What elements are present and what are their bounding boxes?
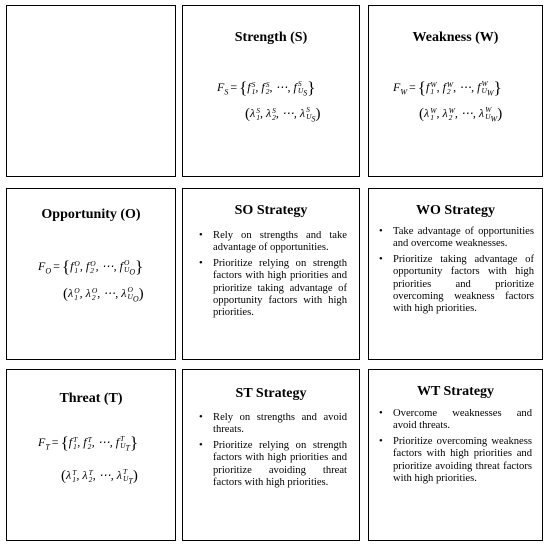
weakness-title: Weakness (W) bbox=[412, 30, 499, 45]
weakness-lambda-formula: (λ W 1 , λ W 2 , ⋯, λ W $U_W$ ) bbox=[419, 105, 503, 124]
list-item: • Rely on strengths and avoid threats. bbox=[197, 412, 347, 437]
st-strategy-title: ST Strategy bbox=[235, 386, 307, 401]
opportunity-lambda-formula: (λ O 1 , λ O 2 , ⋯, λ O $U_O$ ) bbox=[63, 285, 144, 304]
list-item: • Overcome weaknesses and avoid threats. bbox=[377, 408, 532, 433]
strength-title: Strength (S) bbox=[234, 30, 308, 45]
list-item: • Prioritize relying on strength factors with high priorities and prioritize avoiding threat factors with high priorities. bbox=[197, 440, 347, 490]
st-strategy-cell bbox=[182, 369, 360, 541]
strength-f-formula: $F_S = \{f$ S 1 , f S 2 , ⋯, f S $U_S$ } bbox=[217, 78, 316, 98]
wt-strategy-cell bbox=[368, 369, 543, 541]
wo-strategy-list bbox=[377, 226, 534, 319]
so-strategy-list bbox=[197, 230, 347, 323]
opportunity-cell bbox=[6, 188, 176, 360]
list-item: • Take advantage of opportunities and overcome weaknesses. bbox=[377, 226, 534, 251]
so-strategy-title: SO Strategy bbox=[234, 203, 308, 218]
weakness-cell bbox=[368, 5, 543, 177]
opportunity-title: Opportunity (O) bbox=[41, 207, 141, 222]
wt-strategy-list bbox=[377, 408, 532, 488]
empty-corner-cell bbox=[6, 5, 176, 177]
threat-lambda-formula: (λ T 1 , λ T 2 , ⋯, λ T $U_T$ ) bbox=[61, 467, 138, 486]
weakness-f-formula: $F_W = \{f$ W 1 , f W 2 , ⋯, f W $U_W$ } bbox=[393, 78, 502, 98]
opportunity-f-formula: $F_O = \{f$ O 1 , f O 2 , ⋯, f O $U_O$ } bbox=[38, 257, 144, 277]
so-strategy-cell bbox=[182, 188, 360, 360]
wo-strategy-cell bbox=[368, 188, 543, 360]
wt-strategy-title: WT Strategy bbox=[416, 384, 495, 399]
threat-cell bbox=[6, 369, 176, 541]
strength-cell bbox=[182, 5, 360, 177]
wo-strategy-title: WO Strategy bbox=[416, 203, 495, 218]
strength-lambda-formula: (λ S 1 , λ S 2 , ⋯, λ S $U_S$ ) bbox=[245, 105, 321, 124]
list-item: • Rely on strengths and take advantage of opportunities. bbox=[197, 230, 347, 255]
list-item: • Prioritize relying on strength factors with high priorities and prioritize taking advantage of opportunity factors with high priorities. bbox=[197, 258, 347, 320]
threat-title: Threat (T) bbox=[59, 391, 123, 406]
list-item: • Prioritize taking advantage of opportunity factors with high priorities and prioritize overcoming weakness factors with high priorities. bbox=[377, 254, 534, 316]
threat-f-formula: $F_T = \{f$ T 1 , f T 2 , ⋯, f T $U_T$ } bbox=[38, 433, 139, 453]
list-item: • Prioritize overcoming weakness factors with high priorities and prioritize avoiding threat factors with high priorities. bbox=[377, 436, 532, 486]
st-strategy-list bbox=[197, 412, 347, 492]
